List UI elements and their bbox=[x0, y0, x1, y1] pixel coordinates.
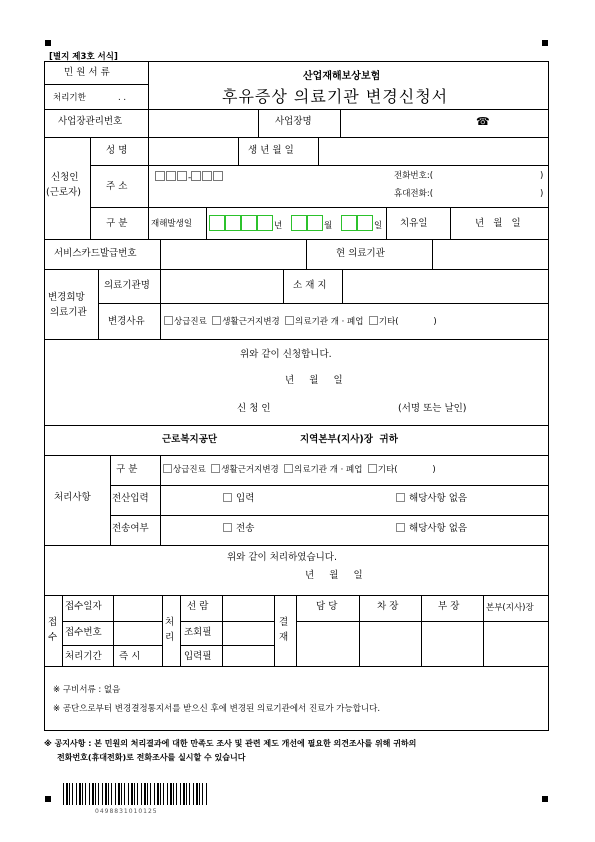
approval-label: 결 bbox=[279, 617, 289, 628]
inquiry-done-label: 조회필 bbox=[184, 627, 212, 638]
proc-option-2[interactable]: 생활근거지변경 bbox=[211, 465, 278, 475]
select-label: 선 람 bbox=[187, 601, 209, 612]
service-card-label: 서비스카드발급번호 bbox=[54, 248, 137, 259]
approval-sublabel: 재 bbox=[279, 632, 289, 643]
reason-option-2[interactable]: 생활근거지변경 bbox=[212, 317, 279, 327]
proc-option-3[interactable]: 의료기관 개 · 폐업 bbox=[284, 465, 362, 475]
accident-year-box-2[interactable] bbox=[225, 215, 241, 231]
accident-day-box-1[interactable] bbox=[341, 215, 357, 231]
registration-mark-br bbox=[542, 796, 548, 802]
proc-option-1[interactable]: 상급진료 bbox=[163, 465, 206, 475]
registration-mark-tl bbox=[45, 40, 51, 46]
phone-label: 전화번호:( bbox=[394, 171, 434, 181]
recipient-office: 지역본부(지사)장 귀하 bbox=[300, 434, 398, 445]
accident-month-box-1[interactable] bbox=[291, 215, 307, 231]
receipt-no-label: 접수번호 bbox=[65, 627, 102, 638]
process-side-label: 처 bbox=[165, 617, 175, 628]
approver-head: 본부(지사)장 bbox=[486, 603, 534, 613]
page-title: 후유증상 의료기관 변경신청서 bbox=[222, 87, 449, 106]
barcode-text: 0498831010125 bbox=[95, 808, 158, 815]
input-option[interactable]: 입력 bbox=[223, 493, 254, 505]
input-done-label: 입력필 bbox=[184, 651, 212, 662]
signature-hint[interactable]: (서명 또는 날인) bbox=[398, 403, 467, 414]
accident-day-box-2[interactable] bbox=[357, 215, 373, 231]
cure-date-label: 치유일 bbox=[400, 218, 428, 229]
desired-group-label: 변경희망 bbox=[48, 292, 85, 303]
accident-year-box-4[interactable] bbox=[257, 215, 273, 231]
phone-close: ) bbox=[540, 171, 544, 181]
processing-period-value[interactable]: . . bbox=[118, 93, 127, 103]
applicant-group-sublabel: (근로자) bbox=[46, 187, 81, 198]
location-label: 소 재 지 bbox=[293, 280, 327, 291]
month-unit: 월 bbox=[324, 221, 333, 231]
approver-manager: 부 장 bbox=[438, 601, 460, 612]
reason-option-4[interactable]: 기타( bbox=[369, 317, 399, 327]
accident-year-box-1[interactable] bbox=[209, 215, 225, 231]
reason-options: 상급진료 생활근거지변경 의료기관 개 · 폐업 기타( ) bbox=[164, 316, 437, 328]
business-mgmt-no-label: 사업장관리번호 bbox=[58, 116, 123, 127]
approver-staff: 담 당 bbox=[316, 601, 338, 612]
applicant-signature-label: 신 청 인 bbox=[237, 403, 271, 414]
mobile-label: 휴대전화:( bbox=[394, 189, 434, 199]
public-notice-line2: 전화번호(휴대전화)로 전화조사를 실시할 수 있습니다 bbox=[57, 753, 246, 762]
notes-box bbox=[44, 667, 549, 731]
input-na-option[interactable]: 해당사항 없음 bbox=[396, 493, 467, 505]
registration-mark-tr bbox=[542, 40, 548, 46]
required-docs-note: ※ 구비서류 : 없음 bbox=[53, 685, 121, 695]
type-label: 구 분 bbox=[106, 218, 128, 229]
business-name-label: 사업장명 bbox=[275, 116, 312, 127]
accident-year-box-3[interactable] bbox=[241, 215, 257, 231]
processing-period-label: 처리기한 bbox=[53, 93, 86, 103]
mobile-close: ) bbox=[540, 189, 544, 199]
cure-date-value[interactable]: 년 월 일 bbox=[475, 218, 521, 229]
receipt-date-label: 접수일자 bbox=[65, 601, 102, 612]
process-side-sublabel: 리 bbox=[165, 632, 175, 643]
processing-period-label-2: 처리기간 bbox=[65, 651, 102, 662]
telephone-icon: ☎ bbox=[476, 115, 490, 128]
declaration-date[interactable]: 년 월 일 bbox=[285, 375, 343, 386]
public-notice-line1: ※ 공지사항 : 본 민원의 처리결과에 대한 만족도 조사 및 관련 제도 개선에 필요한 의견조사를 위해 귀하의 bbox=[44, 739, 417, 748]
computer-input-label: 전산입력 bbox=[112, 493, 149, 504]
receipt-group-label: 접 bbox=[48, 617, 58, 628]
desired-group-sublabel: 의료기관 bbox=[50, 307, 87, 318]
current-institution-label: 현 의료기관 bbox=[336, 248, 385, 259]
barcode bbox=[63, 783, 209, 805]
processing-done-line: 위와 같이 처리하였습니다. bbox=[227, 552, 338, 563]
send-na-option[interactable]: 해당사항 없음 bbox=[396, 523, 467, 535]
accident-month-box-2[interactable] bbox=[307, 215, 323, 231]
form-org: 산업재해보상보험 bbox=[303, 71, 381, 82]
applicant-group-label: 신청인 bbox=[51, 172, 79, 183]
institution-name-label: 의료기관명 bbox=[104, 280, 150, 291]
registration-mark-bl bbox=[45, 796, 51, 802]
doc-type-label: 민 원 서 류 bbox=[64, 67, 110, 78]
processing-options: 상급진료 생활근거지변경 의료기관 개 · 폐업 기타( ) bbox=[163, 464, 436, 476]
processing-period-value-2: 즉 시 bbox=[119, 651, 141, 662]
birth-date-label: 생 년 월 일 bbox=[248, 145, 294, 156]
proc-option-4[interactable]: 기타( bbox=[368, 465, 398, 475]
receipt-group-sublabel: 수 bbox=[48, 632, 58, 643]
change-notice-note: ※ 공단으로부터 변경결정통지서를 받으신 후에 변경된 의료기관에서 진료가 가능합니다. bbox=[53, 704, 381, 714]
day-unit: 일 bbox=[374, 221, 383, 231]
send-status-label: 전송여부 bbox=[112, 523, 149, 534]
reason-option-1[interactable]: 상급진료 bbox=[164, 317, 207, 327]
processing-type-label: 구 분 bbox=[116, 464, 138, 475]
processing-done-date[interactable]: 년 월 일 bbox=[305, 570, 363, 581]
reason-option-3[interactable]: 의료기관 개 · 폐업 bbox=[285, 317, 363, 327]
name-label: 성 명 bbox=[106, 145, 128, 156]
form-number: [별지 제3호 서식] bbox=[49, 52, 118, 62]
declaration-line: 위와 같이 신청합니다. bbox=[240, 349, 332, 360]
year-unit: 년 bbox=[274, 221, 283, 231]
processing-group-label: 처리사항 bbox=[54, 492, 91, 503]
send-option[interactable]: 전송 bbox=[223, 523, 254, 535]
approver-deputy: 차 장 bbox=[377, 601, 399, 612]
change-reason-label: 변경사유 bbox=[108, 316, 145, 327]
recipient-agency: 근로복지공단 bbox=[162, 434, 218, 445]
accident-date-label: 재해발생일 bbox=[151, 219, 193, 229]
postcode-field[interactable]: - bbox=[155, 171, 224, 183]
address-label: 주 소 bbox=[106, 181, 128, 192]
